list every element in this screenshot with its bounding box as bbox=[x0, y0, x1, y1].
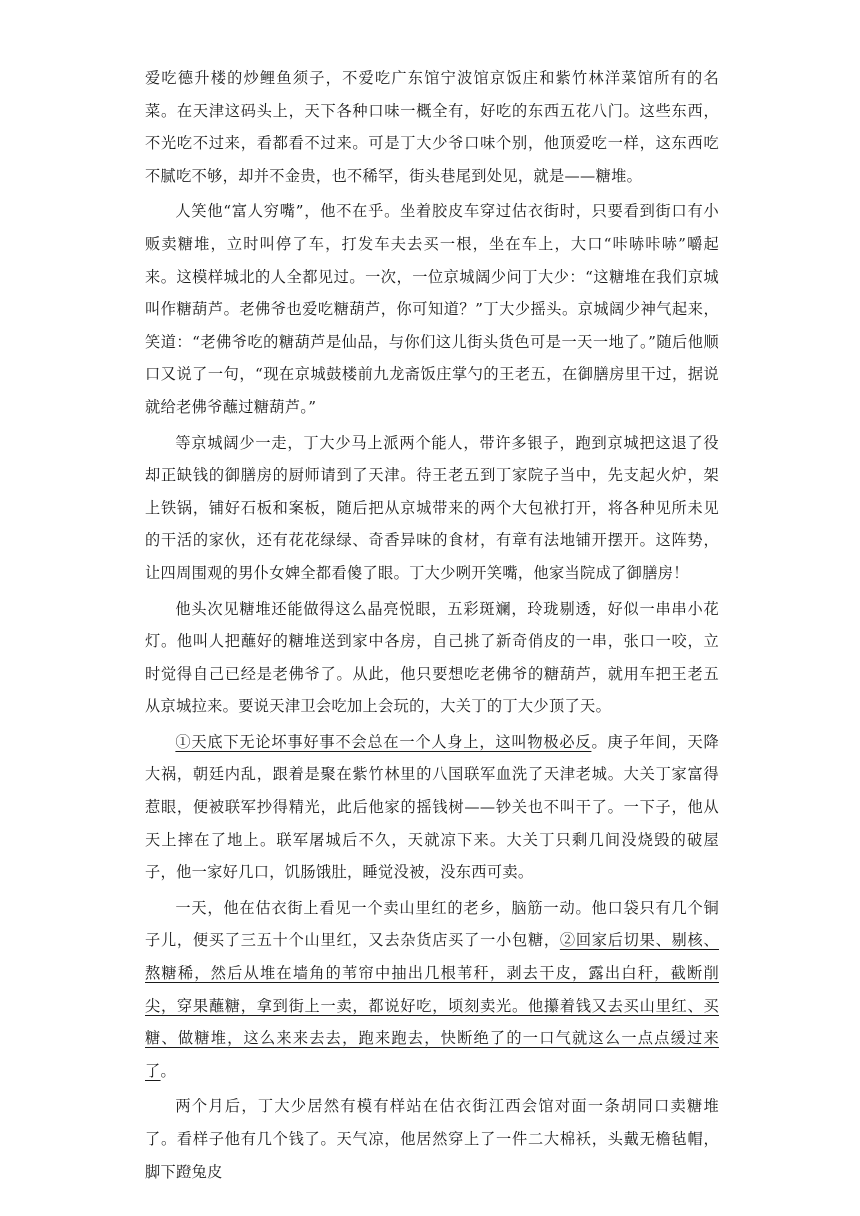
paragraph-2 bbox=[145, 195, 719, 423]
paragraph-1-text: 爱吃德升楼的炒鲤鱼须子，不爱吃广东馆宁波馆京饭庄和紫竹林洋菜馆所有的名菜。在天津这码头上，天下各种口味一概全有，好吃的东西五花八门。这些东西，不光吃不过来，看都看不过来。可是丁大少爷口味个别，他顶爱吃一样，这东西吃不腻吃不够，却并不金贵，也不稀罕，街头巷尾到处见，就是——糖堆。 bbox=[145, 69, 719, 185]
paragraph-6 bbox=[145, 892, 719, 1088]
underlined-sentence-1: ①天底下无论坏事好事不会总在一个人身上，这叫物极必反 bbox=[175, 732, 592, 751]
paragraph-7 bbox=[145, 1090, 719, 1188]
paragraph-6-text-end: 。 bbox=[160, 1061, 177, 1080]
paragraph-4-text: 他头次见糖堆还能做得这么晶亮悦眼，五彩斑斓，玲珑剔透，好似一串串小花灯。他叫人把蘸好的糖堆送到家中各房，自己挑了新奇俏皮的一串，张口一咬，立时觉得自己已经是老佛爷了。从此，他只要想吃老佛爷的糖葫芦，就用车把王老五从京城拉来。要说天津卫会吃加上会玩的，大关丁的丁大少顶了天。 bbox=[145, 599, 719, 716]
paragraph-4 bbox=[145, 593, 719, 723]
paragraph-3-text: 等京城阔少一走，丁大少马上派两个能人，带许多银子，跑到京城把这退了役却正缺钱的御膳房的厨师请到了天津。待王老五到丁家院子当中，先支起火炉，架上铁锅，铺好石板和案板，随后把从京城带来的两个大包袱打开，将各种见所未见的干活的家伙，还有花花绿绿、奇香异味的食材，有章有法地铺开摆开。这阵势，让四周围观的男仆女婢全都看傻了眼。丁大少咧开笑嘴，他家当院成了御膳房！ bbox=[145, 433, 719, 582]
document-page bbox=[145, 62, 719, 1191]
paragraph-1 bbox=[145, 62, 719, 192]
paragraph-5 bbox=[145, 726, 719, 889]
paragraph-6-text-start: 一天，他在估衣街上看见一个卖山里红的老乡，脑筋一动。他口袋只有几个铜子儿，便买了三五十个山里红，又去杂货店买了一小包糖， bbox=[145, 898, 719, 950]
paragraph-2-text: 人笑他“富人穷嘴”，他不在乎。坐着胶皮车穿过估衣街时，只要看到街口有小贩卖糖堆，立时叫停了车，打发车夫去买一根，坐在车上，大口“咔哧咔哧”嚼起来。这模样城北的人全都见过。一次，一位京城阔少问丁大少：“这糖堆在我们京城叫作糖葫芦。老佛爷也爱吃糖葫芦，你可知道？”丁大少摇头。京城阔少神气起来，笑道：“老佛爷吃的糖葫芦是仙品，与你们这儿街头货色可是一天一地了。”随后他顺口又说了一句，“现在京城鼓楼前九龙斋饭庄掌勺的王老五，在御膳房里干过，据说就给老佛爷蘸过糖葫芦。” bbox=[145, 202, 719, 416]
paragraph-3 bbox=[145, 427, 719, 590]
paragraph-7-text: 两个月后，丁大少居然有模有样站在估衣街江西会馆对面一条胡同口卖糖堆了。看样子他有几个钱了。天气凉，他居然穿上了一件二大棉袄，头戴无檐毡帽，脚下蹬兔皮 bbox=[145, 1097, 719, 1181]
underlined-sentence-2: ②回家后切果、剔核、熬糖稀，然后从堆在墙角的苇帘中抽出几根苇秆，剥去干皮，露出白秆，截断削尖，穿果蘸糖，拿到街上一卖，都说好吃，顷刻卖光。他攥着钱又去买山里红、买糖、做糖堆，这么来来去去，跑来跑去，快断绝了的一口气就这么一点点缓过来了 bbox=[145, 931, 719, 1080]
paragraph-5-text: 。庚子年间，天降大祸，朝廷内乱，跟着是聚在紫竹林里的八国联军血洗了天津老城。大关丁家富得惹眼，便被联军抄得精光，此后他家的摇钱树——钞关也不叫干了。一下子，他从天上摔在了地上。联军屠城后不久，天就凉下来。大关丁只剩几间没烧毁的破屋子，他一家好几口，饥肠饿肚，睡觉没被，没东西可卖。 bbox=[145, 732, 719, 882]
